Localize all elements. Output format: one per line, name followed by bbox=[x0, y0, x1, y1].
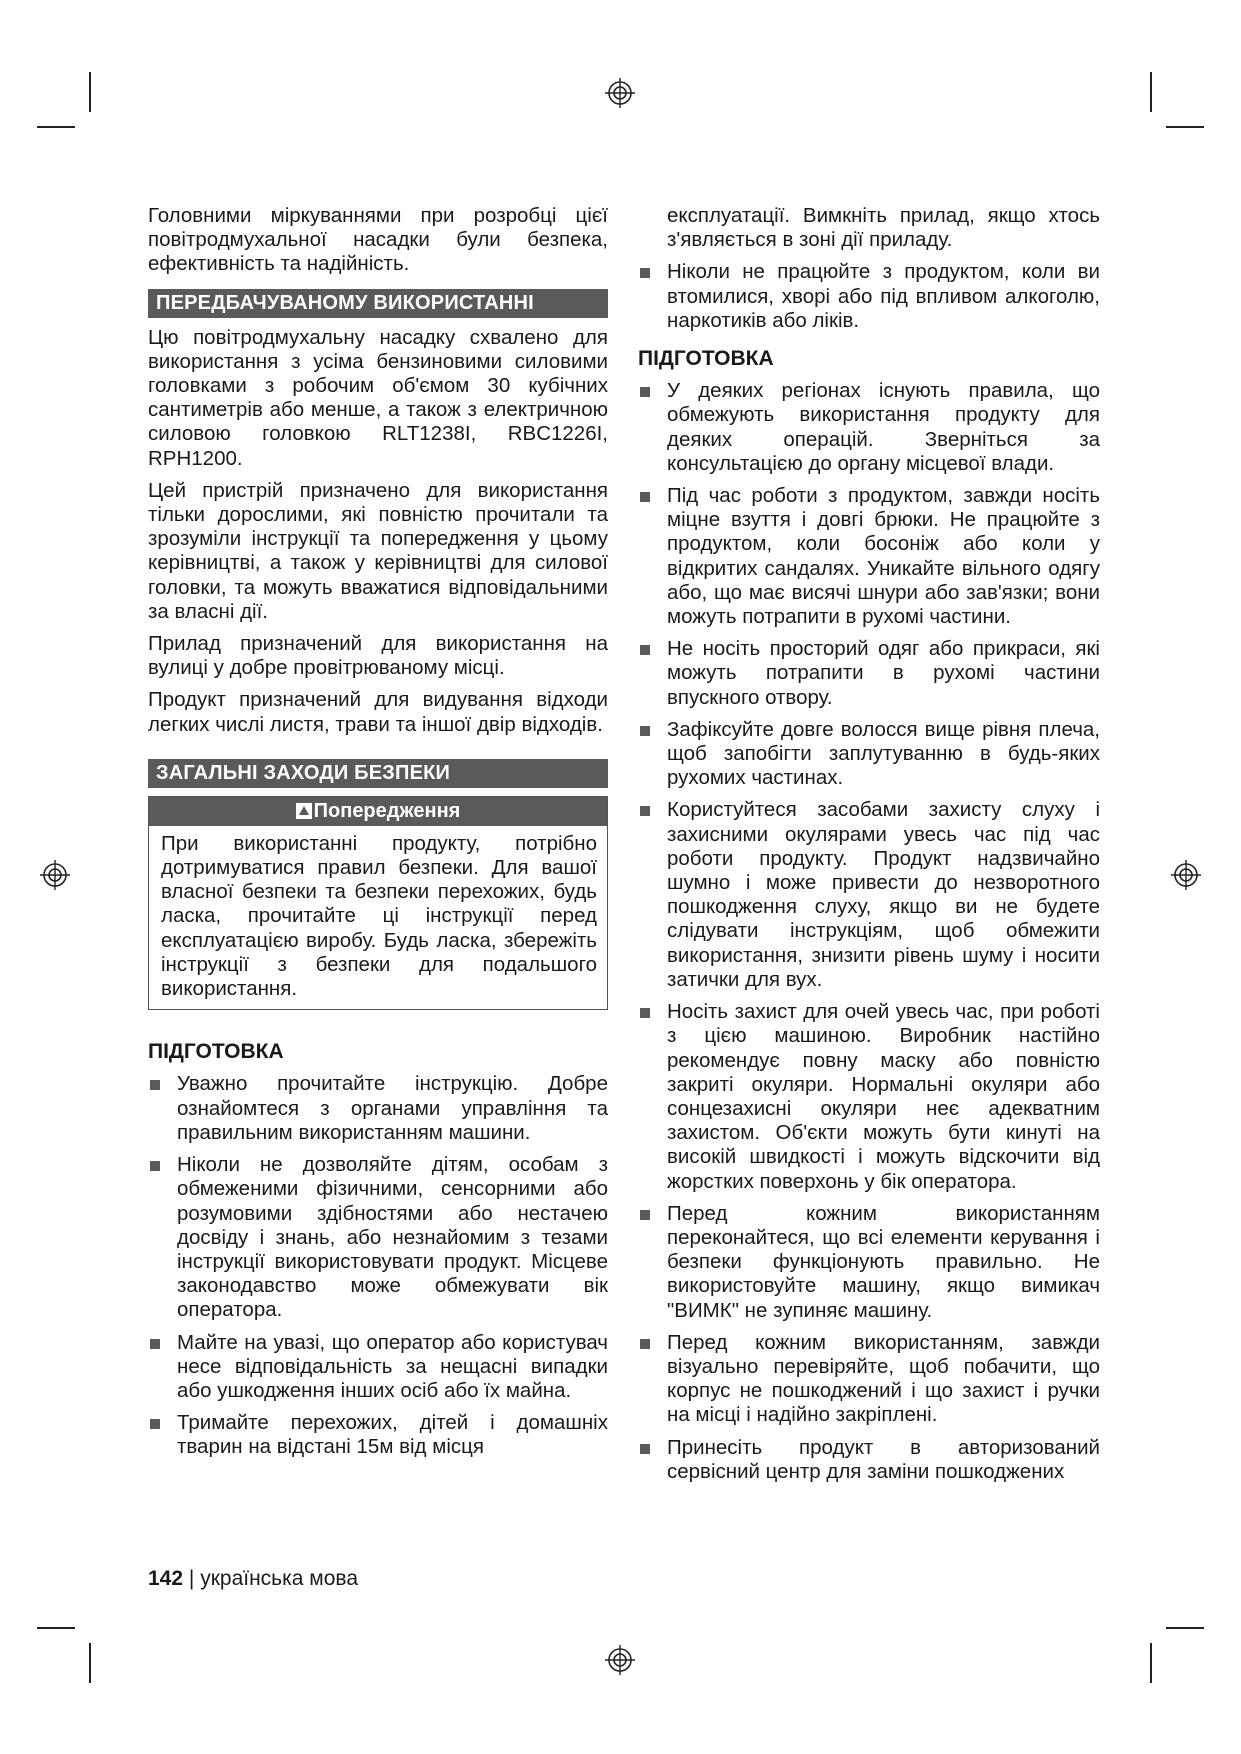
registration-mark-bottom-icon bbox=[605, 1645, 635, 1675]
list-item: Тримайте перехожих, дітей і домашніх тварин на відстані 15м від місця bbox=[148, 1411, 608, 1459]
crop-mark-top-right-v bbox=[1150, 72, 1152, 112]
footer-separator: | bbox=[188, 1567, 195, 1590]
registration-mark-left-icon bbox=[40, 860, 70, 890]
list-item: Користуйтеся засобами захисту слуху і захисними окулярами увесь час під час роботи продукту. Продукт надзвичайно шумно і може привести до незворотного пошкодження слуху, якщо ви не будете слідувати інструкціям, щоб обмежити використання, знизити рівень шуму і носити затички для вух. bbox=[638, 798, 1100, 992]
crop-mark-bottom-left-h bbox=[37, 1627, 75, 1629]
intended-use-paragraph-2: Цей пристрій призначено для використання тільки дорослими, які повністю прочитали та зрозуміли інструкції та попередження у цьому керівництві, а також у керівництві для силової головки, та можуть вважатися відповідальними за власні дії. bbox=[148, 478, 608, 623]
page-footer bbox=[148, 1567, 358, 1591]
list-item: Перед кожним використанням, завжди візуально перевіряйте, щоб побачити, що корпус не пошкоджений і що захист і ручки на місці і надійно закріплені. bbox=[638, 1331, 1100, 1428]
right-column bbox=[638, 204, 1100, 1492]
warning-triangle-icon bbox=[296, 803, 312, 819]
preparation-list-left bbox=[148, 1072, 608, 1459]
preparation-heading-left: ПІДГОТОВКА bbox=[148, 1040, 284, 1064]
list-item: Перед кожним використанням переконайтеся, що всі елементи керування і безпеки функціонують правильно. Не використовуйте машину, якщо вимикач "ВИМК" не зупиняє машину. bbox=[638, 1202, 1100, 1323]
section-title-general-safety: ЗАГАЛЬНІ ЗАХОДИ БЕЗПЕКИ bbox=[148, 759, 608, 788]
preparation-heading-right: ПІДГОТОВКА bbox=[638, 347, 774, 371]
registration-mark-right-icon bbox=[1171, 860, 1201, 890]
crop-mark-bottom-right-h bbox=[1166, 1627, 1204, 1629]
registration-mark-top-icon bbox=[605, 78, 635, 108]
list-item: Носіть захист для очей увесь час, при роботі з цією машиною. Виробник настійно рекомендує повну маску або повністю закриті окуляри. Нормальні окуляри або сонцезахисні окуляри неє адекватним захистом. Об'єкти можуть бути кинуті на високій швидкості і можуть відскочити від жорстких поверхонь у бік оператора. bbox=[638, 1000, 1100, 1194]
list-item: Майте на увазі, що оператор або користувач несе відповідальність за нещасні випадки або ушкодження інших осіб або їх майна. bbox=[148, 1331, 608, 1404]
list-item: Ніколи не дозволяйте дітям, особам з обмеженими фізичними, сенсорними або розумовими здібностями або нестачею досвіду і знань, або незнайомим з тезами інструкції використовувати продукт. Місцеве законодавство може обмежувати вік оператора. bbox=[148, 1153, 608, 1322]
footer-language: українська мова bbox=[200, 1567, 359, 1590]
warning-title: Попередження bbox=[313, 799, 461, 822]
warning-text: При використанні продукту, потрібно дотримуватися правил безпеки. Для вашої власної безпеки та безпеки перехожих, будь ласка, прочитайте ці інструкції перед експлуатацією виробу. Будь ласка, збережіть інструкції з безпеки для подальшого використання. bbox=[161, 831, 597, 1001]
warning-title-bar bbox=[149, 797, 607, 826]
list-item: Ніколи не працюйте з продуктом, коли ви втомилися, хворі або під впливом алкоголю, наркотиків або ліків. bbox=[638, 260, 1100, 333]
list-item: Не носіть просторий одяг або прикраси, які можуть потрапити в рухомі частини впускного отвору. bbox=[638, 637, 1100, 710]
crop-mark-top-left-h bbox=[37, 126, 75, 128]
list-item: Зафіксуйте довге волосся вище рівня плеча, щоб запобігти заплутуванню в будь-яких рухомих частинах. bbox=[638, 718, 1100, 791]
list-item: Під час роботи з продуктом, завжди носіть міцне взуття і довгі брюки. Не працюйте з продуктом, коли босоніж або коли у відкритих сандалях. Уникайте вільного одягу або, що має висячі шнури або зав'язки; вони можуть потрапити в рухомі частини. bbox=[638, 484, 1100, 629]
list-item: Принесіть продукт в авторизований сервісний центр для заміни пошкоджених bbox=[638, 1436, 1100, 1484]
preparation-list-right bbox=[638, 379, 1100, 1484]
page-number: 142 bbox=[148, 1567, 184, 1590]
crop-mark-bottom-right-v bbox=[1150, 1643, 1152, 1683]
crop-mark-top-left-v bbox=[89, 72, 91, 112]
crop-mark-top-right-h bbox=[1166, 126, 1204, 128]
intended-use-paragraph-3: Прилад призначений для використання на вулиці у добре провітрюваному місці. bbox=[148, 632, 608, 680]
warning-box bbox=[148, 796, 608, 1010]
left-column bbox=[148, 204, 608, 1468]
list-item: У деяких регіонах існують правила, що обмежують використання продукту для деяких операцій. Зверніться за консультацією до органу місцевої влади. bbox=[638, 379, 1100, 476]
continued-item-text: експлуатації. Вимкніть прилад, якщо хтось з'являється в зоні дії приладу. bbox=[667, 204, 1100, 252]
crop-mark-bottom-left-v bbox=[89, 1643, 91, 1683]
intended-use-paragraph-4: Продукт призначений для видування відходи легких числі листя, трави та іншої двір відходів. bbox=[148, 688, 608, 736]
section-title-intended-use: ПЕРЕДБАЧУВАНОМУ ВИКОРИСТАННІ bbox=[148, 289, 608, 318]
intro-paragraph: Головними міркуваннями при розробці цієї повітродмухальної насадки були безпека, ефективність та надійність. bbox=[148, 204, 608, 276]
list-item: Уважно прочитайте інструкцію. Добре ознайомтеся з органами управління та правильним використанням машини. bbox=[148, 1072, 608, 1145]
intended-use-paragraph-1: Цю повітродмухальну насадку схвалено для використання з усіма бензиновими силовими головками з робочим об'ємом 30 кубічних сантиметрів або менше, а також з електричною силовою головкою RLT1238I, RBC1226I, RPH1200. bbox=[148, 325, 608, 470]
top-list-right bbox=[638, 260, 1100, 333]
